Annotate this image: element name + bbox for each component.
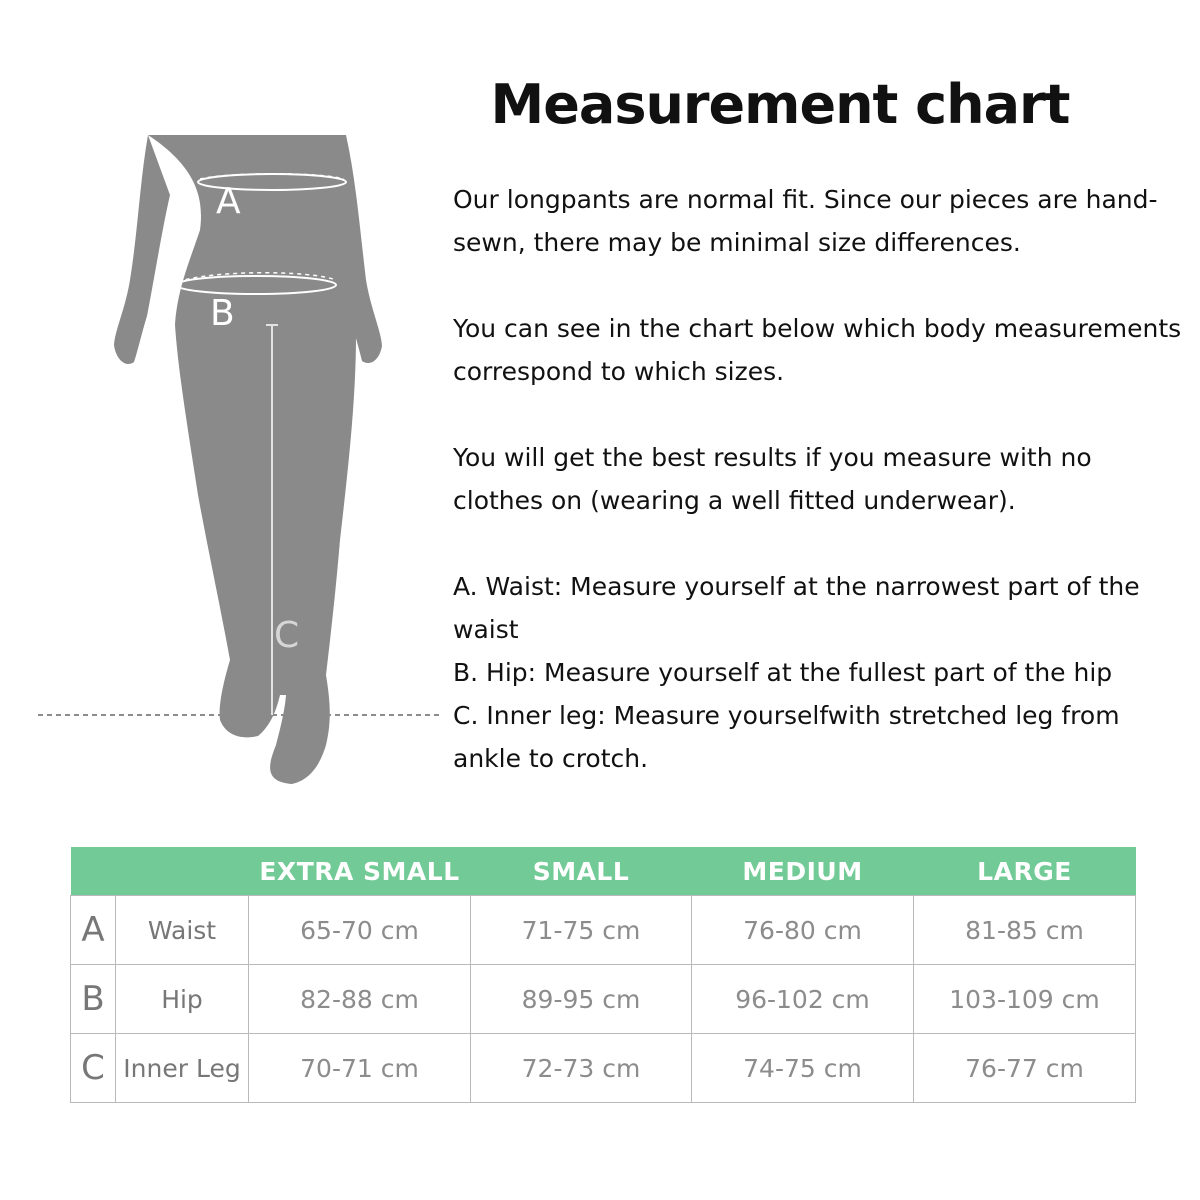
hip-instruction: B. Hip: Measure yourself at the fullest part of the hip	[453, 658, 1113, 687]
header-large: LARGE	[914, 847, 1136, 896]
table-row	[71, 896, 1136, 965]
marker-b-label: B	[210, 293, 235, 334]
header-name-cell	[116, 847, 249, 896]
waist-instruction: A. Waist: Measure yourself at the narrowest part of the waist	[453, 572, 1140, 644]
left-arm	[114, 135, 170, 364]
table-cell: 103-109 cm	[914, 965, 1136, 1034]
marker-a-label: A	[216, 181, 241, 222]
table-cell: 71-75 cm	[471, 896, 692, 965]
marker-c-label: C	[274, 615, 300, 656]
header-small: SMALL	[471, 847, 692, 896]
row-name: Waist	[116, 896, 249, 965]
row-letter: C	[71, 1034, 116, 1103]
best-results-paragraph: You will get the best results if you measure with no clothes on (wearing a well fitted underwear).	[453, 443, 1092, 515]
table-cell: 70-71 cm	[249, 1034, 471, 1103]
row-letter: A	[71, 896, 116, 965]
table-cell: 96-102 cm	[692, 965, 914, 1034]
table-cell: 89-95 cm	[471, 965, 692, 1034]
chart-hint-paragraph: You can see in the chart below which body measurements correspond to which sizes.	[453, 314, 1182, 386]
table-cell: 82-88 cm	[249, 965, 471, 1034]
table-cell: 76-77 cm	[914, 1034, 1136, 1103]
body-figure	[30, 120, 450, 800]
fit-paragraph: Our longpants are normal fit. Since our pieces are hand-sewn, there may be minimal size differences.	[453, 185, 1158, 257]
table-row	[71, 965, 1136, 1034]
table-cell: 76-80 cm	[692, 896, 914, 965]
table-cell: 74-75 cm	[692, 1034, 914, 1103]
torso-legs	[148, 135, 356, 784]
page-title: Measurement chart	[490, 73, 1070, 136]
header-extra-small: EXTRA SMALL	[249, 847, 471, 896]
table-cell: 72-73 cm	[471, 1034, 692, 1103]
row-name: Inner Leg	[116, 1034, 249, 1103]
table-cell: 81-85 cm	[914, 896, 1136, 965]
header-medium: MEDIUM	[692, 847, 914, 896]
body-silhouette	[30, 120, 450, 800]
header-letter-cell	[71, 847, 116, 896]
table-cell: 65-70 cm	[249, 896, 471, 965]
table-header-row	[71, 847, 1136, 896]
table-row	[71, 1034, 1136, 1103]
row-name: Hip	[116, 965, 249, 1034]
size-table	[70, 847, 1136, 1103]
row-letter: B	[71, 965, 116, 1034]
inner-leg-instruction: C. Inner leg: Measure yourselfwith stretched leg from ankle to crotch.	[453, 701, 1120, 773]
description-block	[453, 178, 1188, 780]
